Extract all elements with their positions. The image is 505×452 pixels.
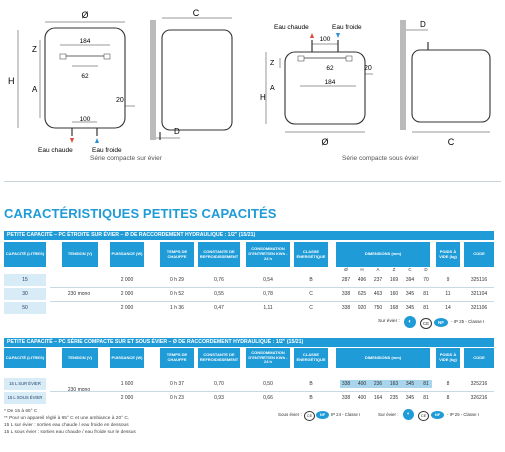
t2-h-puissance: PUISSANCE (W)	[110, 348, 144, 368]
t2-r1-d3: 235	[389, 395, 399, 401]
t1-r2-d5: 81	[423, 305, 429, 311]
t2-h-poids: POIDS À VIDE (kg)	[436, 348, 460, 368]
t1-r0-poids: 9	[446, 277, 450, 283]
t2-r0-d0: 338	[341, 381, 351, 387]
dim-z-right: Z	[270, 60, 275, 67]
t1-r0-cap: 15	[4, 274, 46, 286]
dim-z-left: Z	[32, 45, 37, 54]
table-row	[4, 302, 494, 314]
t2-r1-d4: 345	[405, 395, 415, 401]
t1-r2-puiss: 2 000	[120, 305, 134, 311]
t1-h-poids: POIDS À VIDE (kg)	[436, 242, 460, 267]
t2-r0-temps: 0 h 37	[170, 381, 184, 387]
t1-h-tension: TENSION (V)	[62, 242, 98, 267]
t1-legend-tail: - IP 25 - Classe I	[451, 319, 485, 324]
dim-184-right: 184	[324, 79, 336, 86]
t2-r1-const: 0,93	[214, 395, 224, 401]
energy-label-icon: ◐	[404, 316, 416, 328]
t1-h-code: CODE	[464, 242, 494, 267]
t2-r0-d2: 236	[373, 381, 383, 387]
t1-tension-value: 230 mono	[67, 291, 91, 297]
t1-r0-d0: 287	[341, 277, 351, 283]
t1-r2-cons: 1,11	[263, 305, 273, 311]
section-title: CARACTÉRISTIQUES PETITES CAPACITÉS	[4, 206, 277, 221]
t2-r0-classe: B	[309, 381, 313, 387]
divider	[4, 181, 501, 182]
t1-r2-d4: 345	[405, 305, 415, 311]
dim-184-left: 184	[79, 38, 91, 45]
t1-r1-d5: 81	[423, 291, 429, 297]
t1-r2-d0: 338	[341, 305, 351, 311]
t2-h-capacite: CAPACITÉ (LITRES)	[4, 348, 46, 368]
t1-h-puissance: PUISSANCE (W)	[110, 242, 144, 267]
t1-r0-d4: 394	[405, 277, 415, 283]
ce-mark-icon: CE	[420, 318, 432, 329]
t1-r1-d2: 463	[373, 291, 383, 297]
t1-h-classe: CLASSE ÉNERGÉTIQUE	[294, 242, 328, 267]
t2-r1-cap: 15 L SOUS ÉVIER	[4, 392, 46, 404]
t2-r0-d3: 163	[389, 381, 399, 387]
hot-arrow-right-icon	[310, 33, 314, 38]
t1-r1-poids: 11	[445, 291, 451, 297]
note-4: 15 L sous évier : sorties eau chaude / eau froide sur le dessus	[4, 430, 136, 435]
t1-r2-d2: 750	[373, 305, 383, 311]
t1-h-dimensions: DIMENSIONS (mm)	[336, 242, 430, 267]
dim-62-right: 62	[326, 65, 334, 72]
table-row	[4, 392, 494, 404]
t1-r0-puiss: 2 000	[120, 277, 134, 283]
note-1: * De 15 à 65° C	[4, 409, 38, 414]
eau-froide-label-right: Eau froide	[332, 24, 362, 31]
diagram-sur-evier	[0, 0, 260, 170]
cold-arrow-right-icon	[336, 33, 340, 38]
t2-legend-sur-tail: - IP 25 - Classe I	[447, 412, 479, 417]
t1-r0-d5: 70	[423, 277, 429, 283]
dim-d-right: D	[420, 20, 426, 29]
wall	[150, 20, 156, 140]
nf-mark-icon: NF	[434, 318, 448, 327]
eau-chaude-label-left: Eau chaude	[38, 147, 73, 154]
diagram-sous-evier	[260, 0, 505, 170]
energy-label-icon-2: ◐	[403, 409, 414, 420]
t1-r0-d2: 237	[373, 277, 383, 283]
dim-c-right: C	[447, 137, 455, 147]
t1-r0-temps: 0 h 29	[170, 277, 184, 283]
t1-r1-d4: 345	[405, 291, 415, 297]
ce-mark-icon-2: CE	[304, 411, 315, 421]
t1-r1-cons: 0,78	[263, 291, 273, 297]
dim-h-left: H	[8, 76, 15, 86]
tank-side-right	[412, 50, 490, 122]
t1-h-constante: CONSTANTE DE REFROIDISSEMENT	[198, 242, 240, 267]
t1-r0-classe: B	[309, 277, 313, 283]
nf-mark-icon-3: NF	[431, 411, 444, 419]
t2-r1-d2: 164	[373, 395, 383, 401]
t1-r1-puiss: 2 000	[120, 291, 134, 297]
t1-r0-const: 0,76	[214, 277, 224, 283]
t2-legend-sur: Sur évier :	[378, 412, 399, 417]
t2-h-classe: CLASSE ÉNERGÉTIQUE	[294, 348, 328, 368]
ce-mark-icon-3: CE	[418, 411, 429, 421]
t2-h-code: CODE	[464, 348, 494, 368]
note-2: ** Pour un appareil réglé à 65° C et une ambiance à 20° C.	[4, 416, 130, 421]
wall-right	[400, 20, 406, 130]
t1-dim-d: D	[424, 267, 428, 272]
eau-froide-label-left: Eau froide	[92, 147, 122, 154]
t1-dim-z: Z	[392, 267, 396, 272]
t1-r1-classe: C	[309, 291, 313, 297]
t2-legend-sous-tail: IP 24 - Classe I	[331, 412, 361, 417]
t1-r1-code: 321104	[470, 291, 488, 297]
dim-100-right: 100	[319, 36, 331, 43]
t2-r1-classe: B	[309, 395, 313, 401]
t2-r1-d0: 338	[341, 395, 351, 401]
t1-r0-cons: 0,54	[263, 277, 273, 283]
t2-h-constante: CONSTANTE DE REFROIDISSEMENT	[198, 348, 240, 368]
t1-r0-d1: 496	[357, 277, 367, 283]
tank-front-right	[285, 52, 365, 124]
t2-r1-d1: 400	[357, 395, 367, 401]
t1-r1-cap: 30	[4, 288, 46, 300]
dim-100-left: 100	[79, 116, 91, 123]
dim-phi-left: Ø	[81, 10, 89, 20]
t1-dim-c: C	[408, 267, 412, 272]
t1-r2-classe: C	[309, 305, 313, 311]
t1-r2-cap: 50	[4, 302, 46, 314]
t1-legend-label: Sur évier :	[378, 319, 400, 324]
t1-r0-code: 325116	[470, 277, 488, 283]
t1-r2-d3: 168	[389, 305, 399, 311]
t2-h-tension: TENSION (V)	[62, 348, 98, 368]
t1-r1-d3: 160	[389, 291, 399, 297]
table-row	[4, 288, 494, 300]
t1-dim-phi: Ø	[344, 267, 348, 272]
hot-arrow-icon	[70, 138, 74, 143]
t1-r1-d1: 625	[357, 291, 367, 297]
dim-c-left: C	[192, 8, 200, 18]
dim-h-right: H	[260, 93, 266, 102]
t1-h-capacite: CAPACITÉ (LITRES)	[4, 242, 46, 267]
t1-r2-d1: 920	[357, 305, 367, 311]
t1-r2-poids: 14	[445, 305, 451, 311]
t2-r0-code: 325216	[470, 381, 488, 387]
t2-r0-d4: 345	[405, 381, 415, 387]
note-3: 15 L sur évier : sorties eau chaude / eau froide en dessous	[4, 423, 129, 428]
dim-a-left: A	[32, 85, 38, 94]
t2-r1-d5: 81	[423, 395, 429, 401]
t2-r1-code: 326216	[470, 395, 488, 401]
t2-r0-const: 0,70	[214, 381, 224, 387]
dim-a-right: A	[270, 85, 275, 92]
t2-h-consommation: CONSOMMATION D'ENTRETIEN KWh - 24 h	[246, 348, 290, 368]
caption-sous-evier: Série compacte sous évier	[342, 155, 419, 162]
dim-d-left: D	[174, 127, 180, 136]
t2-r0-poids: 8	[446, 381, 450, 387]
t2-tension-value: 230 mono	[67, 387, 91, 393]
t1-r1-temps: 0 h 52	[170, 291, 184, 297]
t1-dim-h: H	[360, 267, 364, 272]
dim-62-left: 62	[81, 73, 89, 80]
dim-phi-right: Ø	[321, 137, 329, 147]
t2-r1-cons: 0,66	[263, 395, 273, 401]
t1-r0-d3: 169	[389, 277, 399, 283]
t2-r1-poids: 8	[446, 395, 450, 401]
dim-20-right: 20	[364, 65, 372, 72]
t2-legend-sous: Sous évier :	[278, 412, 302, 417]
t1-h-temps: TEMPS DE CHAUFFE	[160, 242, 194, 267]
t1-r1-const: 0,55	[214, 291, 224, 297]
tank-side	[162, 30, 232, 130]
t1-h-consommation: CONSOMMATION D'ENTRETIEN KWh - 24 h	[246, 242, 290, 267]
t2-r1-temps: 0 h 23	[170, 395, 184, 401]
t2-r1-puiss: 2 000	[120, 395, 134, 401]
t2-r0-puiss: 1 600	[120, 381, 134, 387]
t2-h-dimensions: DIMENSIONS (mm)	[336, 348, 430, 368]
cold-arrow-icon	[95, 138, 99, 143]
t1-r1-d0: 338	[341, 291, 351, 297]
nf-mark-icon-2: NF	[316, 411, 329, 419]
table-row	[4, 274, 494, 286]
t1-r2-code: 321106	[470, 305, 488, 311]
dim-20-left: 20	[116, 97, 124, 104]
eau-chaude-label-right: Eau chaude	[274, 24, 309, 31]
t1-r2-temps: 1 h 36	[170, 305, 184, 311]
t2-r0-cap: 15 L SUR ÉVIER	[4, 378, 46, 390]
table1-bar: PETITE CAPACITÉ – PC ÉTROITE SUR ÉVIER – Ø DE RACCORDEMENT HYDRAULIQUE : 1/2" (15/21)	[4, 231, 494, 240]
t2-r0-d1: 400	[357, 381, 367, 387]
t1-r2-const: 0,47	[214, 305, 224, 311]
caption-sur-evier: Série compacte sur évier	[90, 155, 162, 162]
t1-dim-a: A	[376, 267, 380, 272]
t2-h-temps: TEMPS DE CHAUFFE	[160, 348, 194, 368]
table2-bar: PETITE CAPACITÉ – PC SÉRIE COMPACTE SUR ET SOUS ÉVIER – Ø DE RACCORDEMENT HYDRAULIQUE : 1/2" (15/21)	[4, 338, 494, 347]
t2-r0-cons: 0,50	[263, 381, 273, 387]
t2-r0-d5: 81	[423, 381, 429, 387]
